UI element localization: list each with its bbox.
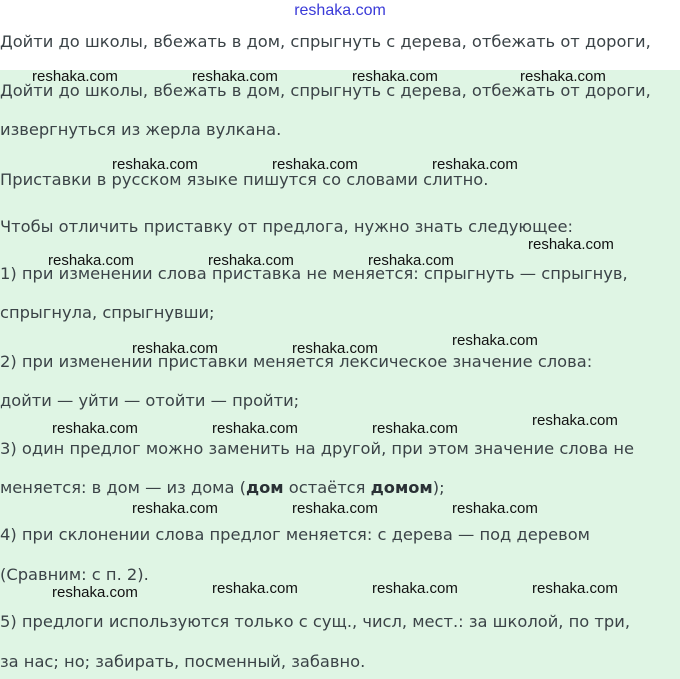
bold-word-domom: домом xyxy=(370,478,433,497)
question-text: Дойти до школы, вбежать в дом, спрыгнуть с дерева, отбежать от дороги, xyxy=(0,32,651,51)
watermark: reshaka.com xyxy=(48,252,134,269)
watermark: reshaka.com xyxy=(52,420,138,437)
watermark: reshaka.com xyxy=(132,500,218,517)
watermark: reshaka.com xyxy=(532,580,618,597)
answer-line-9: 3) один предлог можно заменить на другой, при этом значение слова не xyxy=(0,439,635,458)
watermark: reshaka.com xyxy=(292,340,378,357)
answer-line-8: дойти — уйти — отойти — пройти; xyxy=(0,391,300,410)
answer-line-14: за нас; но; забирать, посменный, забавно. xyxy=(0,652,366,671)
answer-line-5: 1) при изменении слова приставка не меняется: спрыгнуть — спрыгнув, xyxy=(0,264,628,283)
watermark: reshaka.com xyxy=(208,252,294,269)
watermark: reshaka.com xyxy=(212,580,298,597)
watermark: reshaka.com xyxy=(452,500,538,517)
answer-line-1: Дойти до школы, вбежать в дом, спрыгнуть с дерева, отбежать от дороги, xyxy=(0,81,651,100)
watermark: reshaka.com xyxy=(372,580,458,597)
answer-line-3: Приставки в русском языке пишутся со словами слитно. xyxy=(0,170,489,189)
watermark: reshaka.com xyxy=(272,156,358,173)
site-link[interactable]: reshaka.com xyxy=(294,2,386,19)
answer-line-7: 2) при изменении приставки меняется лексическое значение слова: xyxy=(0,352,593,371)
watermark: reshaka.com xyxy=(452,332,538,349)
watermark: reshaka.com xyxy=(52,584,138,601)
watermark: reshaka.com xyxy=(352,68,438,85)
answer-line-13: 5) предлоги используются только с сущ., числ, мест.: за школой, по три, xyxy=(0,612,630,631)
watermark: reshaka.com xyxy=(372,420,458,437)
line-10-middle: остаётся xyxy=(283,478,371,497)
watermark: reshaka.com xyxy=(432,156,518,173)
watermark: reshaka.com xyxy=(212,420,298,437)
answer-line-12: (Сравним: с п. 2). xyxy=(0,565,149,584)
answer-line-6: спрыгнула, спрыгнувши; xyxy=(0,303,215,322)
watermark: reshaka.com xyxy=(528,236,614,253)
watermark: reshaka.com xyxy=(532,412,618,429)
watermark: reshaka.com xyxy=(520,68,606,85)
bold-word-dom: дом xyxy=(245,478,284,497)
watermark: reshaka.com xyxy=(132,340,218,357)
answer-line-4: Чтобы отличить приставку от предлога, нужно знать следующее: xyxy=(0,217,573,236)
answer-line-10 xyxy=(0,478,445,498)
watermark: reshaka.com xyxy=(292,500,378,517)
watermark: reshaka.com xyxy=(112,156,198,173)
answer-line-11: 4) при склонении слова предлог меняется: с дерева — под деревом xyxy=(0,525,590,544)
watermark: reshaka.com xyxy=(32,68,118,85)
watermark: reshaka.com xyxy=(368,252,454,269)
line-10-start: меняется: в дом — из дома ( xyxy=(0,478,246,497)
line-10-end: ); xyxy=(432,478,445,497)
answer-line-2: извергнуться из жерла вулкана. xyxy=(0,120,282,139)
watermark: reshaka.com xyxy=(192,68,278,85)
